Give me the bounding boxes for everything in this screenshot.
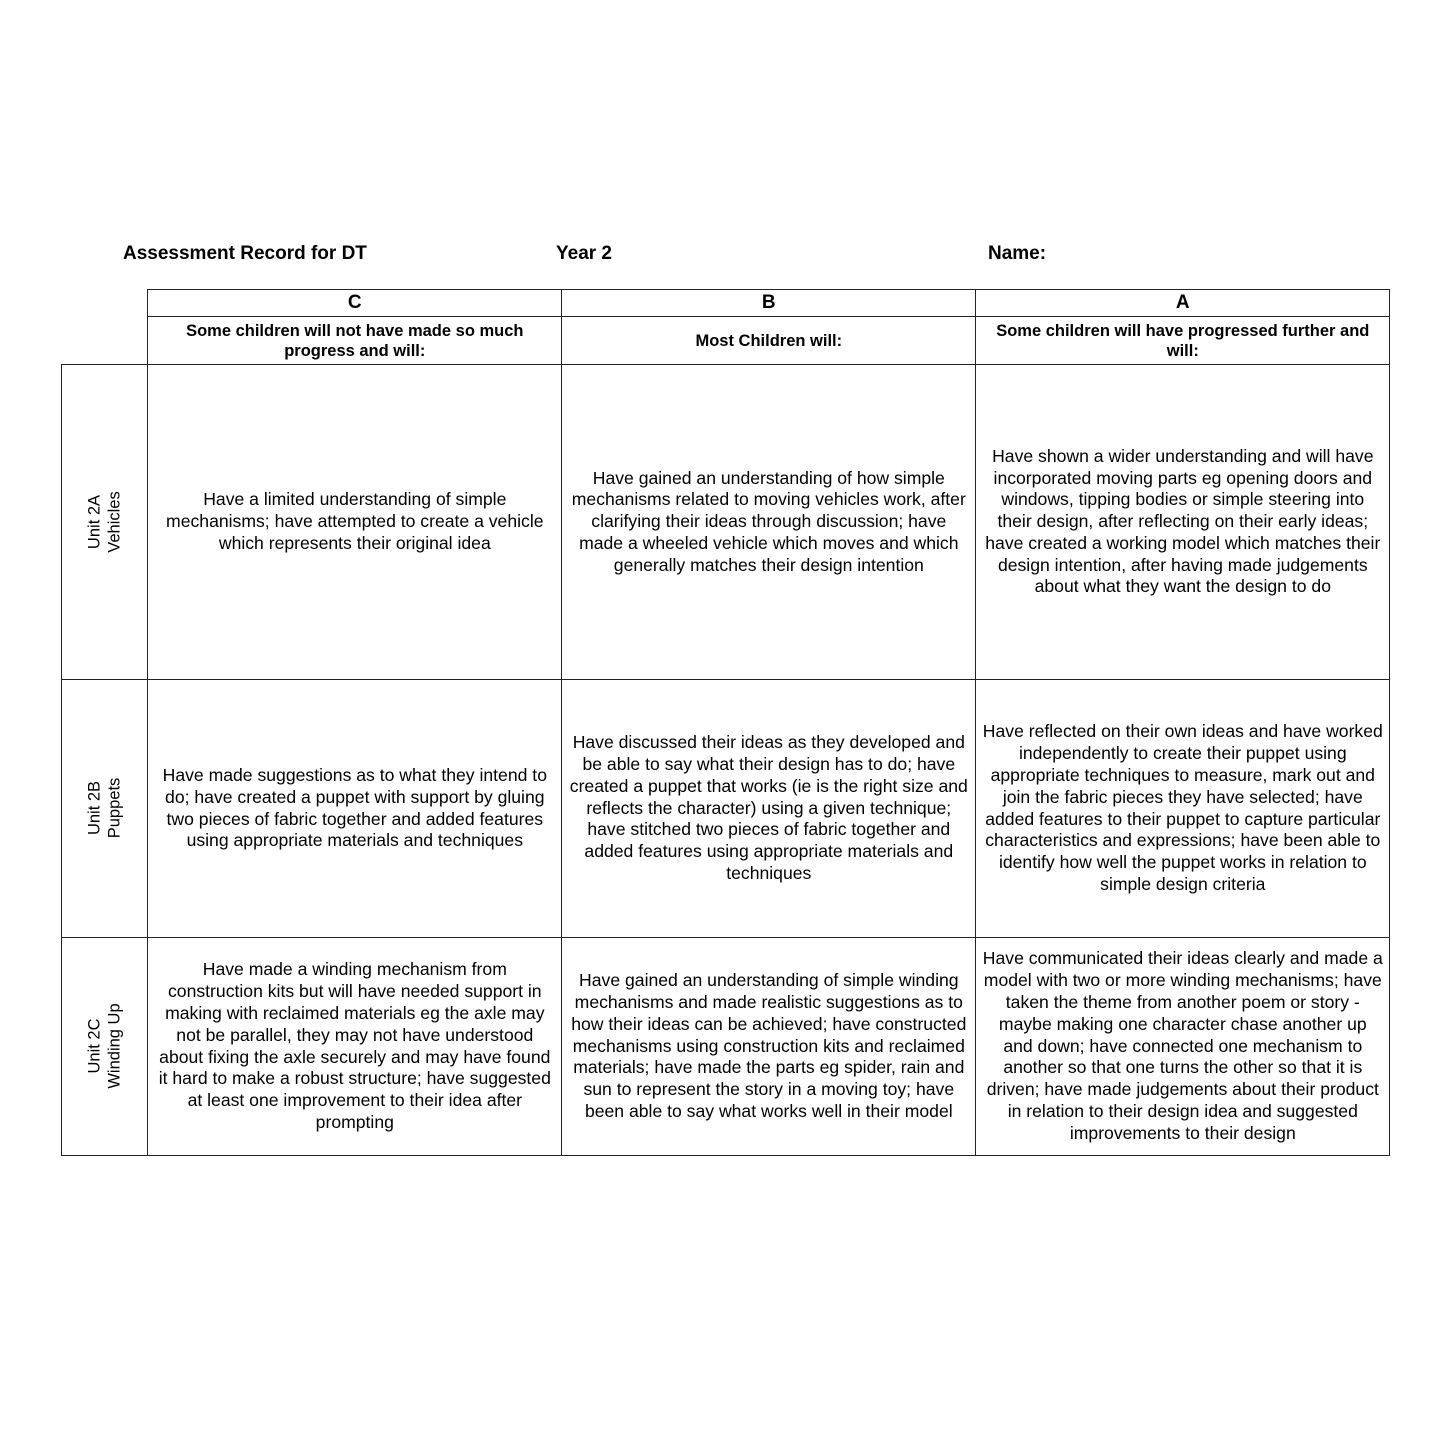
table-row-unit-2a — [62, 365, 1390, 680]
table-row-unit-2b — [62, 680, 1390, 938]
cell-c: Have made a winding mechanism from construction kits but will have needed support in making with reclaimed materials eg the axle may not be parallel, they may not have understood about fixing the axle securely and may have found it hard to make a robust structure; have suggested at least one improvement to their idea after prompting — [148, 938, 562, 1156]
grade-a-description: Some children will have progressed further and will: — [976, 317, 1390, 365]
cell-a: Have reflected on their own ideas and have worked independently to create their puppet using appropriate techniques to measure, mark out and join the fabric pieces they have selected; have added features to their puppet to capture particular characteristics and expressions; have been able to identify how well the puppet works in relation to simple design criteria — [976, 680, 1390, 938]
cell-c: Have a limited understanding of simple mechanisms; have attempted to create a vehicle which represents their original idea — [148, 365, 562, 680]
cell-a: Have communicated their ideas clearly and made a model with two or more winding mechanisms; have taken the theme from another poem or story - maybe making one character chase another up and down; have connected one mechanism to another so that one turns the other so that it is driven; have made judgements about their product in relation to their design idea and suggested improvements to their design — [976, 938, 1390, 1156]
cell-b: Have gained an understanding of simple winding mechanisms and made realistic suggestions as to how their ideas can be achieved; have constructed mechanisms using construction kits and reclaimed materials; have made the parts eg spider, rain and sun to represent the story in a moving toy; have been able to say what works well in their model — [562, 938, 976, 1156]
unit-code: Unit 2C — [85, 1018, 104, 1074]
cell-c: Have made suggestions as to what they intend to do; have created a puppet with support by gluing two pieces of fabric together and added features using appropriate materials and techniques — [148, 680, 562, 938]
description-header-row — [62, 317, 1390, 365]
unit-code: Unit 2A — [85, 494, 104, 549]
cell-b: Have gained an understanding of how simple mechanisms related to moving vehicles work, after clarifying their ideas through discussion; have made a wheeled vehicle which moves and which generally matches their design intention — [562, 365, 976, 680]
cell-b: Have discussed their ideas as they developed and be able to say what their design has to do; have created a puppet that works (ie is the right size and reflects the character) using a given technique; have stitched two pieces of fabric together and added features using appropriate materials and techniques — [562, 680, 976, 938]
row-label — [62, 938, 148, 1156]
assessment-table — [61, 289, 1390, 1156]
unit-topic: Puppets — [105, 777, 124, 839]
grade-header-row — [62, 290, 1390, 317]
grade-b-header: B — [562, 290, 976, 317]
unit-topic: Winding Up — [105, 1003, 124, 1089]
grade-b-description: Most Children will: — [562, 317, 976, 365]
table-row-unit-2c — [62, 938, 1390, 1156]
unit-topic: Vehicles — [105, 490, 124, 553]
cell-a: Have shown a wider understanding and will have incorporated moving parts eg opening doors and windows, tipping bodies or simple steering into their design, after reflecting on their early ideas; have created a working model which matches their design intention, after having made judgements about what they want the design to do — [976, 365, 1390, 680]
row-label — [62, 365, 148, 680]
grade-c-header: C — [148, 290, 562, 317]
year-label: Year 2 — [556, 243, 612, 264]
name-label: Name: — [988, 243, 1047, 264]
unit-code: Unit 2B — [85, 781, 104, 836]
grade-a-header: A — [976, 290, 1390, 317]
document-title: Assessment Record for DT — [123, 243, 367, 264]
row-label — [62, 680, 148, 938]
grade-c-description: Some children will not have made so much progress and will: — [148, 317, 562, 365]
